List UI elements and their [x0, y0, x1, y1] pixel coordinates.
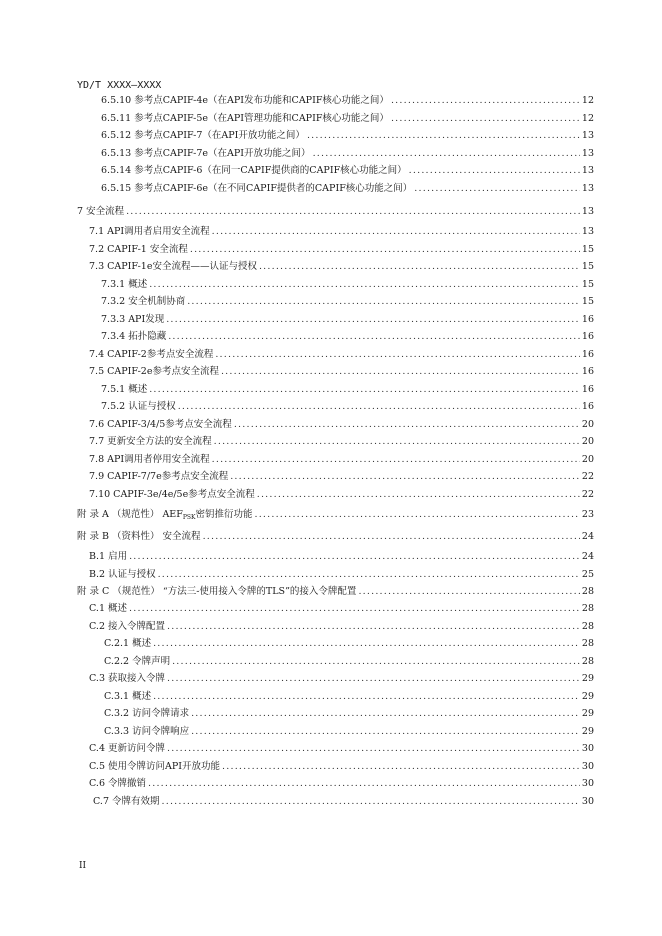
toc-leader-dots — [126, 205, 580, 219]
toc-leader-dots — [162, 795, 580, 809]
toc-entry[interactable] — [89, 348, 594, 362]
toc-leader-dots — [215, 348, 580, 362]
toc-entry-label: 6.5.11 参考点CAPIF-5e（在API管理功能和CAPIF核心功能之间） — [101, 112, 389, 124]
toc-entry-annex-a[interactable] — [77, 508, 594, 522]
toc-leader-dots — [167, 742, 580, 756]
toc-leader-dots — [203, 530, 580, 544]
toc-entry[interactable] — [104, 637, 594, 651]
toc-leader-dots — [178, 400, 580, 414]
toc-leader-dots — [222, 760, 580, 774]
toc-entry-label: 7.3.2 安全机制协商 — [101, 296, 186, 307]
toc-entry[interactable] — [89, 550, 594, 564]
toc-leader-dots — [391, 94, 580, 108]
toc-leader-dots — [149, 278, 580, 292]
toc-entry-page: 15 — [581, 243, 594, 255]
toc-leader-dots — [259, 260, 580, 274]
toc-entry-page: 22 — [581, 488, 594, 500]
page-number: II — [79, 861, 87, 871]
toc-entry[interactable] — [101, 182, 594, 196]
toc-entry-label: 7.2 CAPIF-1 安全流程 — [89, 243, 188, 255]
toc-leader-dots — [129, 602, 580, 616]
toc-entry[interactable] — [93, 795, 594, 809]
toc-leader-dots — [313, 147, 580, 161]
toc-entry-page: 28 — [581, 620, 594, 632]
toc-entry-page: 12 — [581, 95, 594, 106]
toc-entry-label: 6.5.12 参考点CAPIF-7（在API开放功能之间） — [101, 130, 305, 141]
toc-entry-page: 28 — [581, 586, 594, 597]
toc-entry-label: 7.10 CAPIF-3e/4e/5e参考点安全流程 — [89, 488, 255, 500]
toc-leader-dots — [358, 585, 579, 599]
toc-entry-page: 29 — [581, 673, 594, 684]
toc-entry[interactable] — [104, 707, 594, 721]
toc-entry-label: 7.5.1 概述 — [101, 383, 148, 395]
toc-entry-page: 13 — [581, 165, 594, 176]
toc-entry[interactable] — [89, 260, 594, 274]
toc-entry-page: 20 — [581, 453, 594, 465]
toc-entry[interactable] — [89, 760, 594, 774]
toc-entry-page: 13 — [581, 130, 594, 141]
toc-entry-page: 24 — [581, 551, 594, 562]
toc-entry-page: 13 — [581, 182, 594, 194]
toc-entry[interactable] — [101, 313, 594, 327]
toc-leader-dots — [257, 488, 580, 502]
toc-entry-label: C.3.1 概述 — [104, 690, 152, 702]
toc-entry[interactable] — [104, 690, 594, 704]
toc-entry-label: 7.1 API调用者启用安全流程 — [89, 226, 210, 237]
toc-entry-page: 28 — [581, 655, 594, 667]
toc-entry-label: C.3 获取接入令牌 — [89, 673, 166, 684]
toc-leader-dots — [307, 129, 580, 143]
toc-entry-label: C.2 接入令牌配置 — [89, 620, 166, 632]
toc-entry[interactable] — [89, 470, 594, 484]
toc-entry-page: 15 — [581, 296, 594, 307]
toc-entry-label: C.4 更新访问令牌 — [89, 743, 166, 754]
toc-entry-label: C.5 使用令牌访问API开放功能 — [89, 760, 221, 772]
toc-entry-page: 30 — [581, 743, 594, 754]
toc-entry[interactable] — [101, 147, 594, 161]
toc-leader-dots — [212, 453, 580, 467]
toc-leader-dots — [230, 470, 580, 484]
toc-entry[interactable] — [104, 725, 594, 739]
toc-entry-label: 6.5.14 参考点CAPIF-6（在同一CAPIF提供商的CAPIF核心功能之间） — [101, 165, 407, 176]
toc-entry-page: 28 — [581, 638, 594, 649]
toc-entry-page: 22 — [581, 471, 594, 482]
toc-entry-label: 7.5.2 认证与授权 — [101, 401, 176, 412]
toc-leader-dots — [153, 637, 580, 651]
toc-leader-dots — [409, 164, 580, 178]
toc-entry[interactable] — [89, 568, 594, 582]
toc-entry-page: 28 — [581, 603, 594, 614]
toc-entry[interactable] — [89, 488, 594, 502]
toc-leader-dots — [129, 550, 580, 564]
toc-entry-page: 12 — [581, 112, 594, 124]
toc-entry[interactable] — [101, 278, 594, 292]
toc-leader-dots — [191, 725, 580, 739]
toc-entry[interactable] — [104, 655, 594, 669]
toc-entry-page: 23 — [581, 509, 594, 520]
toc-entry-label: 7 安全流程 — [77, 206, 125, 217]
toc-entry[interactable] — [101, 94, 594, 108]
toc-entry-page: 15 — [581, 278, 594, 290]
toc-entry-label: 7.8 API调用者停用安全流程 — [89, 453, 210, 465]
toc-entry-annex-c[interactable] — [77, 585, 594, 599]
toc-leader-dots — [153, 690, 580, 704]
toc-entry-page: 16 — [581, 348, 594, 360]
toc-entry-page: 16 — [581, 366, 594, 377]
toc-leader-dots — [166, 313, 580, 327]
toc-entry-label: C.3.2 访问令牌请求 — [104, 708, 190, 719]
document-code-header: YD/T XXXX—XXXX — [77, 80, 162, 91]
toc-entry-annex-b[interactable] — [77, 530, 594, 544]
toc-entry-page: 20 — [581, 436, 594, 447]
toc-entry-page: 15 — [581, 261, 594, 272]
toc-leader-dots — [221, 365, 580, 379]
toc-entry-label: 附 录 C （规范性） “方法三-使用接入令牌的TLS”的接入令牌配置 — [77, 586, 357, 597]
toc-entry[interactable] — [101, 400, 594, 414]
toc-leader-dots — [149, 383, 580, 397]
toc-entry[interactable] — [101, 112, 594, 126]
toc-entry-label: 附 录 A （规范性） $AEF_{PSK}$密钥推衍功能 — [77, 509, 253, 521]
toc-entry-page: 30 — [581, 760, 594, 772]
toc-entry[interactable] — [101, 330, 594, 344]
toc-leader-dots — [187, 295, 580, 309]
toc-entry-page: 16 — [581, 331, 594, 342]
toc-entry-label: 7.3.3 API发现 — [101, 313, 165, 325]
toc-leader-dots — [234, 418, 580, 432]
toc-entry-page: 16 — [581, 401, 594, 412]
toc-leader-dots — [148, 777, 580, 791]
toc-entry-page: 16 — [581, 383, 594, 395]
toc-entry-label: 6.5.10 参考点CAPIF-4e（在API发布功能和CAPIF核心功能之间） — [101, 95, 389, 106]
toc-entry-page: 13 — [581, 226, 594, 237]
toc-entry[interactable] — [89, 620, 594, 634]
toc-entry-label: C.2.1 概述 — [104, 638, 152, 649]
toc-entry-label: 7.9 CAPIF-7/7e参考点安全流程 — [89, 471, 229, 482]
toc-leader-dots — [167, 620, 580, 634]
toc-entry-page: 29 — [581, 725, 594, 737]
toc-entry-page: 24 — [581, 531, 594, 542]
toc-entry-label: 7.3 CAPIF-1e安全流程——认证与授权 — [89, 261, 257, 272]
toc-leader-dots — [167, 672, 580, 686]
toc-entry-label: 6.5.13 参考点CAPIF-7e（在API开放功能之间） — [101, 147, 311, 159]
toc-entry-label: B.2 认证与授权 — [89, 569, 156, 580]
toc-entry[interactable] — [101, 383, 594, 397]
toc-leader-dots — [172, 655, 580, 669]
toc-entry-label: C.2.2 令牌声明 — [104, 655, 171, 667]
toc-leader-dots — [158, 568, 580, 582]
toc-leader-dots — [214, 435, 580, 449]
toc-entry-page: 29 — [581, 690, 594, 702]
toc-entry[interactable] — [89, 418, 594, 432]
toc-entry-label: 7.7 更新安全方法的安全流程 — [89, 436, 212, 447]
toc-entry-page: 30 — [581, 778, 594, 789]
toc-leader-dots — [391, 112, 580, 126]
toc-entry[interactable] — [89, 365, 594, 379]
toc-leader-dots — [212, 225, 580, 239]
toc-entry-label: 7.3.1 概述 — [101, 278, 148, 290]
toc-entry[interactable] — [89, 435, 594, 449]
toc-entry-label: 6.5.15 参考点CAPIF-6e（在不同CAPIF提供者的CAPIF核心功能之间） — [101, 182, 413, 194]
toc-entry-label: B.1 启用 — [89, 551, 128, 562]
toc-entry-page: 13 — [581, 147, 594, 159]
toc-entry-label: 7.5 CAPIF-2e参考点安全流程 — [89, 366, 219, 377]
toc-leader-dots — [168, 330, 580, 344]
toc-entry-label: C.3.3 访问令牌响应 — [104, 725, 190, 737]
toc-entry[interactable] — [101, 129, 594, 143]
toc-entry-page: 25 — [581, 569, 594, 580]
toc-entry-page: 13 — [581, 206, 594, 217]
toc-entry[interactable] — [89, 243, 594, 257]
toc-entry-label: 7.6 CAPIF-3/4/5参考点安全流程 — [89, 418, 232, 430]
toc-leader-dots — [190, 243, 580, 257]
toc-entry[interactable] — [101, 164, 594, 178]
toc-entry-page: 30 — [581, 795, 594, 807]
toc-label-subscript: PSK — [182, 514, 196, 521]
toc-entry-page: 20 — [581, 418, 594, 430]
toc-entry-label: 7.3.4 拓扑隐藏 — [101, 331, 167, 342]
toc-entry[interactable] — [101, 295, 594, 309]
toc-entry[interactable] — [89, 777, 594, 791]
toc-leader-dots — [254, 508, 579, 522]
toc-entry-label: C.1 概述 — [89, 603, 128, 614]
toc-entry-label: 7.4 CAPIF-2参考点安全流程 — [89, 348, 214, 360]
toc-entry[interactable] — [89, 742, 594, 756]
toc-entry[interactable] — [77, 205, 594, 219]
toc-entry[interactable] — [89, 602, 594, 616]
toc-entry[interactable] — [89, 453, 594, 467]
toc-entry-label: 附 录 B （资料性） 安全流程 — [77, 531, 201, 542]
toc-leader-dots — [191, 707, 580, 721]
toc-entry[interactable] — [89, 225, 594, 239]
toc-entry-page: 16 — [581, 313, 594, 325]
toc-leader-dots — [414, 182, 580, 196]
toc-entry-label: C.7 令牌有效期 — [93, 795, 160, 807]
toc-entry[interactable] — [89, 672, 594, 686]
toc-entry-label: C.6 令牌撤销 — [89, 778, 147, 789]
toc-entry-page: 29 — [581, 708, 594, 719]
